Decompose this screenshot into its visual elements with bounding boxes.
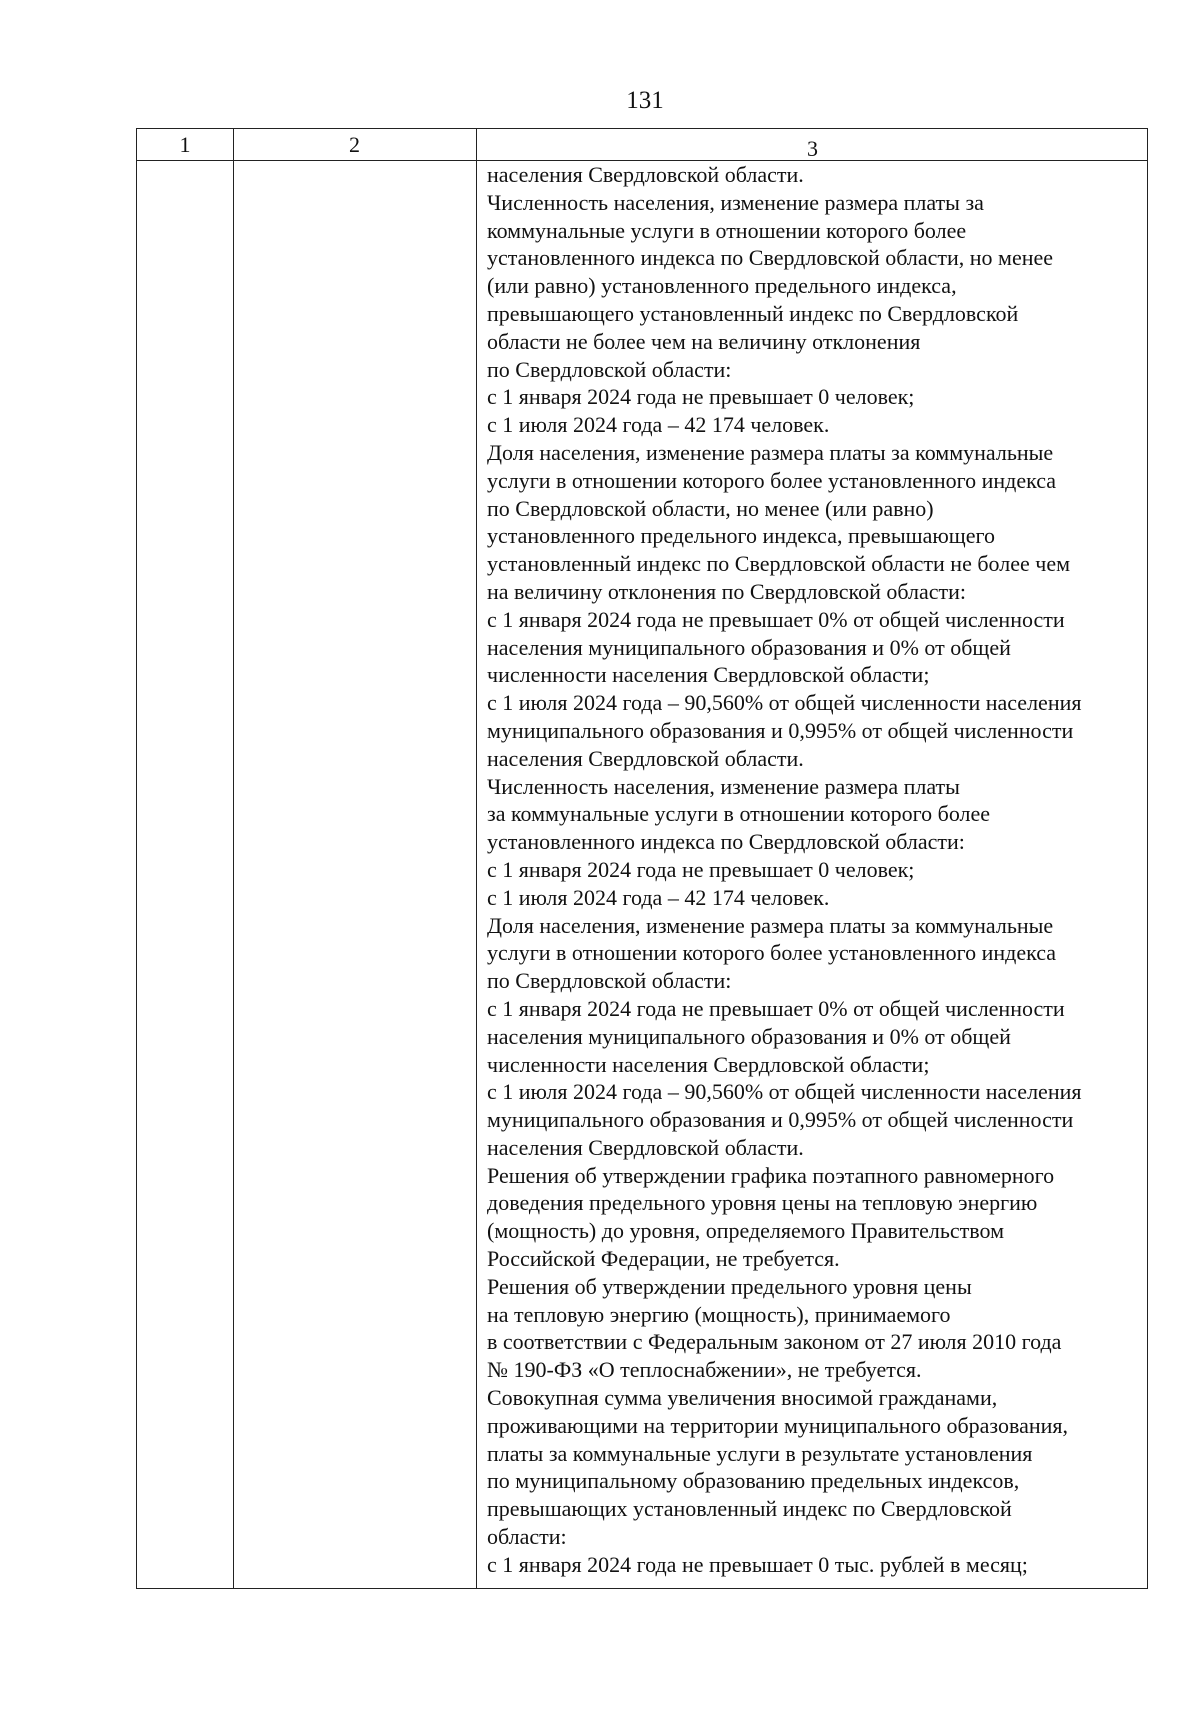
column-3-text	[487, 161, 1147, 1579]
text-line: Решения об утверждении предельного уровня цены	[487, 1273, 972, 1299]
text-line: с 1 июля 2024 года – 90,560% от общей численности населения	[487, 1079, 1082, 1105]
text-line: населения Свердловской области.	[487, 162, 804, 187]
text-line: области:	[487, 1524, 567, 1550]
text-line: установленный индекс по Свердловской области не более чем	[487, 551, 1070, 577]
column-divider	[476, 129, 477, 1588]
text-line: Совокупная сумма увеличения вносимой гражданами,	[487, 1385, 998, 1411]
text-line: численности населения Свердловской области;	[487, 662, 930, 688]
text-line: с 1 января 2024 года не превышает 0% от общей численности	[487, 606, 1065, 632]
text-line: доведения предельного уровня цены на тепловую энергию	[487, 1190, 1038, 1216]
text-line: превышающих установленный индекс по Свердловской	[487, 1496, 1012, 1522]
text-line: на величину отклонения по Свердловской области:	[487, 578, 966, 604]
text-line: (или равно) установленного предельного индекса,	[487, 273, 957, 299]
column-header-3: 3	[807, 136, 818, 161]
text-line: проживающими на территории муниципального образования,	[487, 1412, 1069, 1438]
text-line: по Свердловской области, но менее (или равно)	[487, 495, 934, 521]
text-line: Решения об утверждении графика поэтапного равномерного	[487, 1162, 1055, 1188]
text-line: превышающего установленный индекс по Свердловской	[487, 300, 1019, 326]
text-line: за коммунальные услуги в отношении которого более	[487, 801, 991, 827]
column-header-2: 2	[349, 132, 360, 157]
text-line: по Свердловской области:	[487, 356, 732, 382]
text-line: (мощность) до уровня, определяемого Правительством	[487, 1218, 1005, 1244]
text-line: Численность населения, изменение размера платы	[487, 773, 960, 799]
text-line: муниципального образования и 0,995% от общей численности	[487, 717, 1074, 743]
text-line: установленного предельного индекса, превышающего	[487, 523, 995, 549]
text-line: Численность населения, изменение размера платы за	[487, 189, 984, 215]
text-line: установленного индекса по Свердловской области, но менее	[487, 245, 1054, 271]
text-line: с 1 июля 2024 года – 90,560% от общей численности населения	[487, 690, 1082, 716]
page-number: 131	[626, 87, 664, 114]
text-line: № 190-ФЗ «О теплоснабжении», не требуется.	[487, 1357, 922, 1383]
text-line: Российской Федерации, не требуется.	[487, 1246, 840, 1272]
text-line: с 1 января 2024 года не превышает 0% от общей численности	[487, 995, 1065, 1021]
text-line: с 1 июля 2024 года – 42 174 человек.	[487, 884, 830, 910]
text-line: с 1 июля 2024 года – 42 174 человек.	[487, 412, 830, 438]
text-line: установленного индекса по Свердловской области:	[487, 829, 965, 855]
text-line: услуги в отношении которого более установленного индекса	[487, 467, 1057, 493]
text-line: услуги в отношении которого более установленного индекса	[487, 940, 1057, 966]
text-line: по муниципальному образованию предельных индексов,	[487, 1468, 1020, 1494]
text-line: коммунальные услуги в отношении которого более	[487, 217, 967, 243]
text-line: с 1 января 2024 года не превышает 0 человек;	[487, 384, 915, 410]
text-line: платы за коммунальные услуги в результате установления	[487, 1440, 1033, 1466]
text-line: на тепловую энергию (мощность), принимаемого	[487, 1301, 951, 1327]
text-line: по Свердловской области:	[487, 968, 732, 994]
text-line: с 1 января 2024 года не превышает 0 тыс. рублей в месяц;	[487, 1551, 1028, 1577]
text-line: с 1 января 2024 года не превышает 0 человек;	[487, 856, 915, 882]
text-line: области не более чем на величину отклонения	[487, 328, 921, 354]
text-line: населения муниципального образования и 0% от общей	[487, 1023, 1011, 1049]
text-line: численности населения Свердловской области;	[487, 1051, 930, 1077]
text-line: населения Свердловской области.	[487, 1134, 804, 1160]
text-line: в соответствии с Федеральным законом от 27 июля 2010 года	[487, 1329, 1062, 1355]
document-table	[136, 128, 1148, 1589]
column-header-1: 1	[179, 132, 191, 157]
text-line: муниципального образования и 0,995% от общей численности	[487, 1107, 1074, 1133]
text-line: населения Свердловской области.	[487, 745, 804, 771]
text-line: населения муниципального образования и 0% от общей	[487, 634, 1011, 660]
text-line: Доля населения, изменение размера платы за коммунальные	[487, 912, 1054, 938]
text-line: Доля населения, изменение размера платы за коммунальные	[487, 439, 1054, 465]
column-divider	[233, 129, 234, 1588]
